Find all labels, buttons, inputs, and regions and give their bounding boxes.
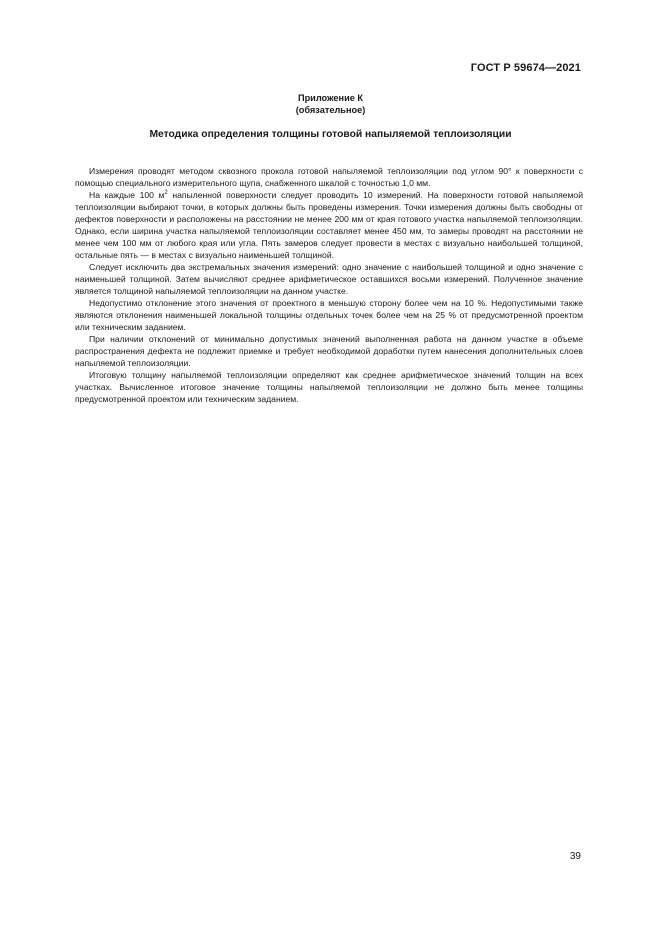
appendix-body: [75, 165, 583, 405]
paragraph-deviations: При наличии отклонений от минимально допустимых значений выполненная работа на данном участке в объеме распространения дефекта не подлежит приемке и требует необходимой доработки путем нанесения дополнительных слоев напыляемой теплоизоляции.: [75, 334, 583, 368]
paragraph-exclude-extremes: Следует исключить два экстремальных значения измерений: одно значение с наибольшей толщиной и одно значение с наименьшей толщиной. Затем вычисляют среднее арифметическое оставшихся восьми измерений. Полученное значение является толщиной напыляемой теплоизоляции на данном участке.: [75, 262, 583, 296]
appendix-status: (обязательное): [295, 105, 366, 115]
superscript: 2: [164, 190, 168, 197]
standard-number: ГОСТ Р 59674—2021: [470, 62, 581, 74]
paragraph-measurement-points: [75, 189, 583, 261]
paragraph-measurement-method: Измерения проводят методом сквозного прокола готовой напыляемой теплоизоляции под углом 90° к поверхности с помощью специального измерительного щупа, снабженного шкалой с точностью 1,0 мм.: [75, 166, 583, 188]
appendix-heading: [0, 92, 661, 116]
appendix-label: Приложение К: [297, 93, 364, 103]
appendix-title: Методика определения толщины готовой напыляемой теплоизоляции: [149, 129, 512, 140]
paragraph-part: На каждые 100 м: [89, 190, 165, 200]
paragraph-part: напыленной поверхности следует проводить 10 измерений. На поверхности готовой напыляемой теплоизоляции выбирают точки, в которых должны быть проведены измерения. Точки измерения должны быть свободны от дефектов поверхности и расположены на расстоянии не менее 200 мм от края готового участка напыляемой теплоизоляции. Однако, если ширина участка напыляемой теплоизоляции составляет менее 450 мм, то замеры проводят на расстоянии не менее чем 100 мм от любого края или угла. Пять замеров следует провести в местах с визуально наибольшей толщиной, остальные пять — в местах с визуально наименьшей толщиной.: [75, 190, 584, 260]
paragraph-final-thickness: Итоговую толщину напыляемой теплоизоляции определяют как среднее арифметическое значений толщин на всех участках. Вычисленное итоговое значение толщины напыляемой теплоизоляции не должно быть менее толщины предусмотренной проектом или техническим заданием.: [75, 370, 583, 404]
paragraph-tolerance: Недопустимо отклонение этого значения от проектного в меньшую сторону более чем на 10 %. Недопустимыми также являются отклонения наименьшей локальной толщины отдельных точек более чем на 25 % от предусмотренной проектом или техническим заданием.: [75, 298, 583, 332]
page-number: 39: [569, 851, 581, 862]
